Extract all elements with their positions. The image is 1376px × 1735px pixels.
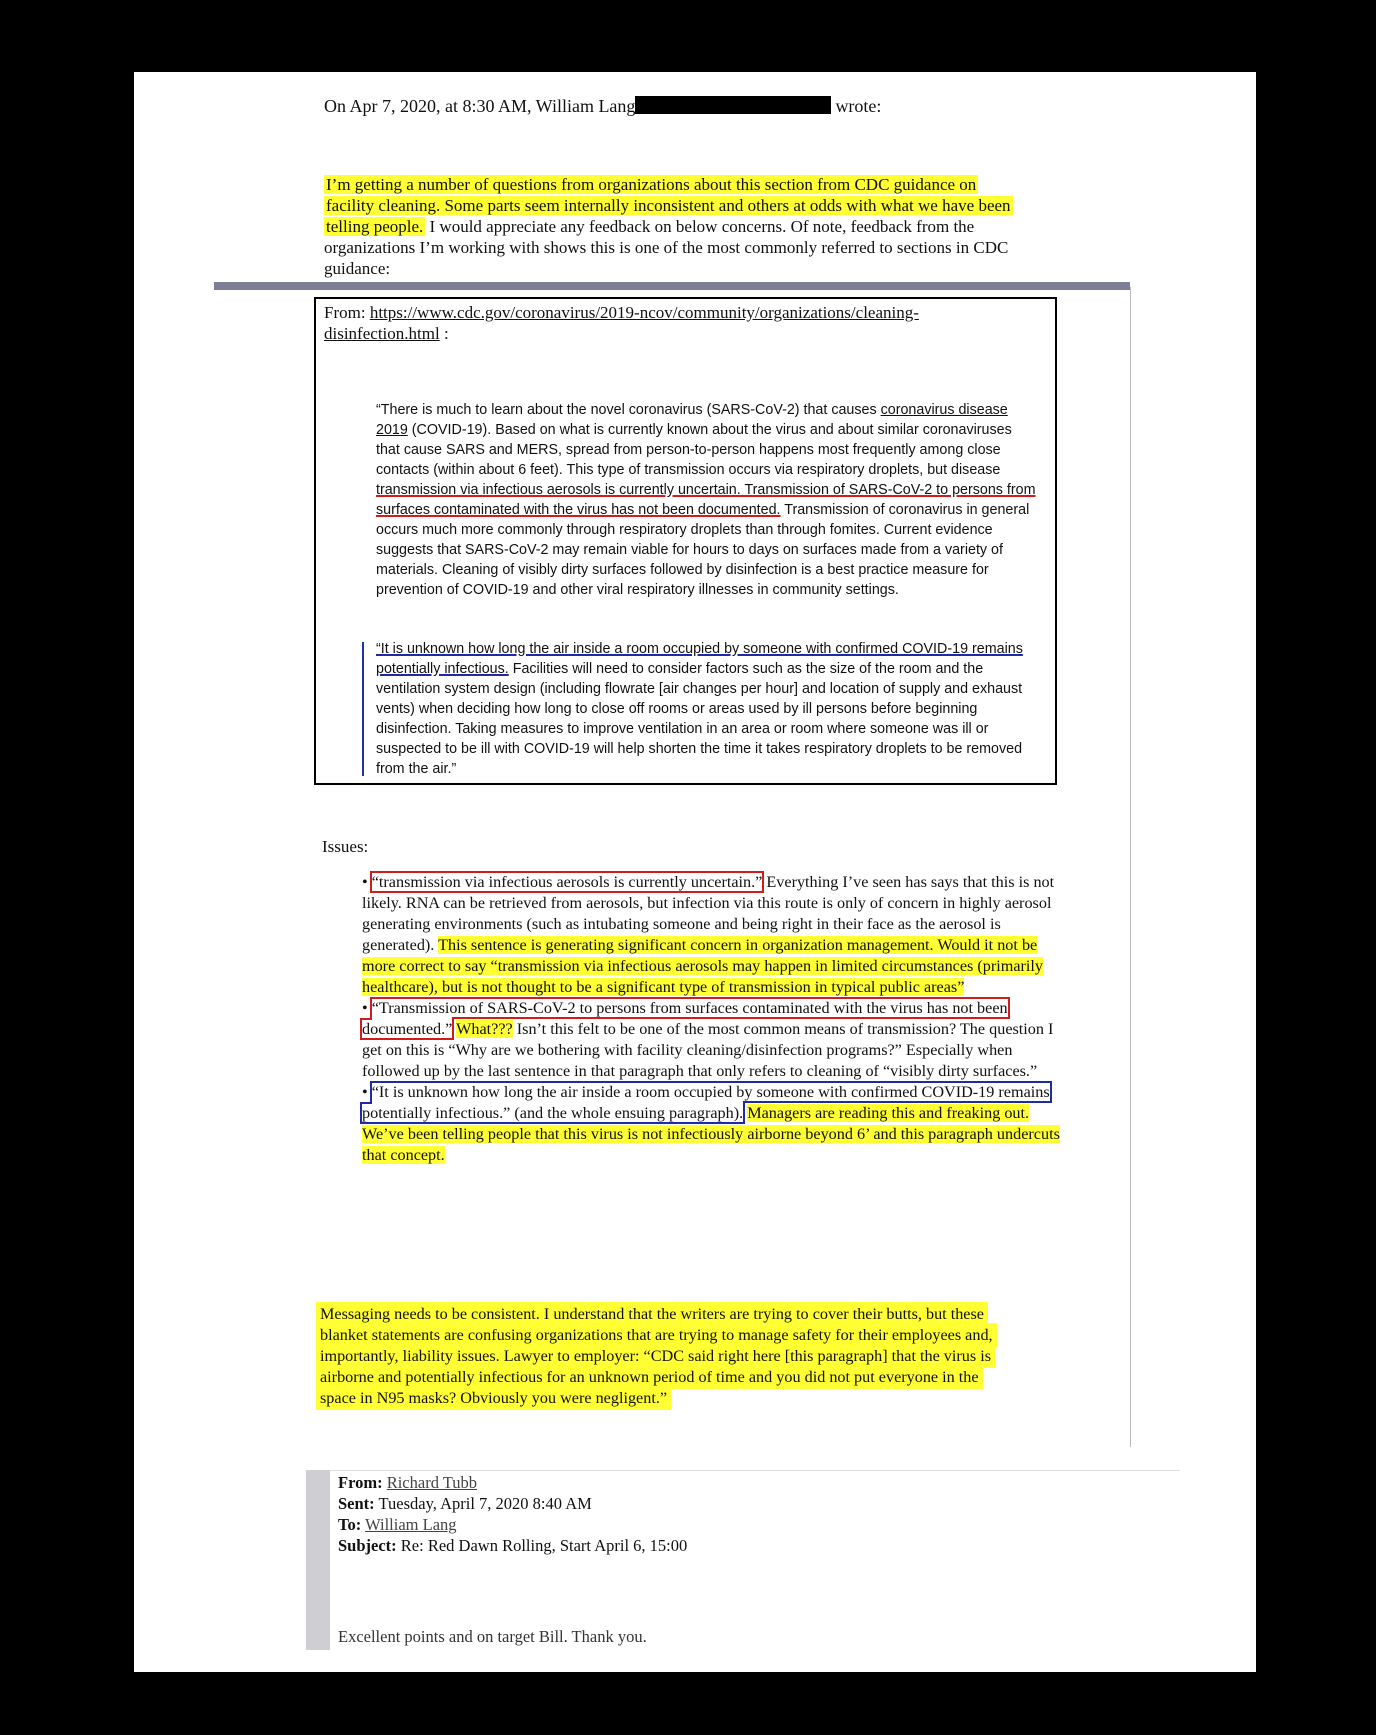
sent-label: Sent: xyxy=(338,1494,375,1513)
subject-value: Re: Red Dawn Rolling, Start April 6, 15:00 xyxy=(400,1536,688,1555)
sent-value: Tuesday, April 7, 2020 8:40 AM xyxy=(378,1494,592,1513)
header-prefix: On Apr 7, 2020, at 8:30 AM, William Lang xyxy=(324,96,636,116)
redaction-bar xyxy=(635,96,831,114)
source-link[interactable]: https://www.cdc.gov/coronavirus/2019-ncov/community/organizations/cleaning-disinfection.html xyxy=(324,303,919,343)
intro-highlight: I’m getting a number of questions from organizations about this section from CDC guidance on facility cleaning. Some parts seem internally inconsistent and others at odds with what we have been telling people. xyxy=(326,175,1011,236)
issues-list xyxy=(362,872,1062,1166)
section-divider xyxy=(214,282,1130,290)
intro-plain: I would appreciate any feedback on below concerns. Of note, feedback from the organizations I’m working with shows this is one of the most commonly referred to sections in CDC guidance: xyxy=(324,217,1009,278)
source-trail: : xyxy=(439,324,449,343)
reply-quote-bar xyxy=(306,1470,330,1650)
issue-item xyxy=(362,1082,1062,1166)
quote1-text-c: Transmission of coronavirus in general occurs much more commonly through respiratory droplets than through fomites. Current evidence suggests that SARS-CoV-2 may remain viable for hours to days on surfaces made from a variety of materials. Cleaning of visibly dirty surfaces followed by disinfection is a best practice measure for prevention of COVID-19 and other viral respiratory illnesses in community settings. xyxy=(376,502,1030,598)
intro-paragraph xyxy=(324,174,1014,279)
bullet: • xyxy=(362,1083,368,1101)
reply-header xyxy=(338,1472,687,1556)
quote-paragraph-2 xyxy=(376,639,1036,779)
quote2-blue-underline: “It is unknown how long the air inside a room occupied by someone with confirmed COVID-19 remains potentially infectious. xyxy=(376,641,1023,677)
quote1-text-a: “There is much to learn about the novel coronavirus (SARS-CoV-2) that causes xyxy=(376,402,881,418)
issue-item xyxy=(362,872,1062,998)
subject-label: Subject: xyxy=(338,1536,397,1555)
quote1-text-b: (COVID-19). Based on what is currently known about the virus and about similar coronaviruses that cause SARS and MERS, spread from person-to-person happens most frequently among close contacts (within about 6 feet). This type of transmission occurs via respiratory droplets, but disease xyxy=(376,422,1012,478)
issue1-quote: “transmission via infectious aerosols is currently uncertain.” xyxy=(371,873,763,891)
covid-link[interactable]: coronavirus disease 2019 xyxy=(376,402,1008,438)
quote2-text: Facilities will need to consider factors such as the size of the room and the ventilation system design (including flowrate [air changes per hour] and location of supply and exhaust vents) when deciding how long to close off rooms or areas used by ill persons before beginning disinfection. Taking measures to improve ventilation in an area or room where someone was ill or suspected to be ill with COVID-19 will help shorten the time it takes respiratory droplets to be removed from the air.” xyxy=(376,661,1023,777)
reply-to-row xyxy=(338,1514,687,1535)
issue-item xyxy=(362,998,1062,1082)
reply-body: Excellent points and on target Bill. Thank you. xyxy=(338,1627,647,1646)
closing-paragraph xyxy=(316,1304,1016,1409)
header-suffix: wrote: xyxy=(835,96,882,116)
issue3-highlight: Managers are reading this and freaking out. We’ve been telling people that this virus is not infectiously airborne beyond 6’ and this paragraph undercuts that concept. xyxy=(362,1104,1060,1164)
source-line xyxy=(324,302,1024,344)
email-header-line xyxy=(324,96,881,117)
blue-margin-bar xyxy=(362,642,364,776)
issues-heading: Issues: xyxy=(322,837,369,856)
reply-sent-row xyxy=(338,1493,687,1514)
quote-paragraph-1 xyxy=(376,400,1036,600)
bullet: • xyxy=(362,873,368,891)
to-label: To: xyxy=(338,1515,362,1534)
from-link[interactable]: Richard Tubb xyxy=(386,1473,478,1492)
issue2-text: Isn’t this felt to be one of the most common means of transmission? The question I get on this is “Why are we bothering with facility cleaning/disinfection programs?” Especially when followed up by the last sentence in that paragraph that only refers to cleaning of “visibly dirty surfaces.” xyxy=(362,1020,1054,1080)
closing-highlight: Messaging needs to be consistent. I understand that the writers are trying to cover their butts, but these blanket statements are confusing organizations that are trying to manage safety for their employees and, importantly, liability issues. Lawyer to employer: “CDC said right here [this paragraph] that the virus is airborne and potentially infectious for an unknown period of time and you did not put everyone in the space in N95 masks? Obviously you were negligent.” xyxy=(316,1302,997,1410)
issue1-highlight: This sentence is generating significant concern in organization management. Would it not be more correct to say “transmission via infectious aerosols may happen in limited circumstances (primarily healthcare), but is not thought to be a significant type of transmission in typical public areas” xyxy=(362,936,1044,996)
reply-top-line xyxy=(330,1470,1180,1471)
bullet: • xyxy=(362,999,368,1017)
issue1-text: Everything I’ve seen has says that this is not likely. RNA can be retrieved from aerosols, but infection via this route is only of concern in highly aerosol generating environments (such as intubating someone and being right in their face as the aerosol is generated). xyxy=(362,873,1055,954)
issue2-highlight: What??? xyxy=(456,1020,513,1038)
issue3-quote: “It is unknown how long the air inside a room occupied by someone with confirmed COVID-19 remains potentially infectious.” (and the whole ensuing paragraph). xyxy=(362,1083,1050,1122)
issue2-quote: “Transmission of SARS-CoV-2 to persons from surfaces contaminated with the virus has not been documented.” xyxy=(362,999,1008,1038)
right-margin-line xyxy=(1130,287,1131,1447)
reply-from-row xyxy=(338,1472,687,1493)
to-link[interactable]: William Lang xyxy=(365,1515,457,1534)
reply-subject-row xyxy=(338,1535,687,1556)
document-page xyxy=(134,72,1256,1672)
quote1-red-underline: transmission via infectious aerosols is currently uncertain. Transmission of SARS-CoV-2 to persons from surfaces contaminated with the virus has not been documented. xyxy=(376,482,1036,518)
source-label: From: xyxy=(324,303,366,322)
from-label: From: xyxy=(338,1473,383,1492)
